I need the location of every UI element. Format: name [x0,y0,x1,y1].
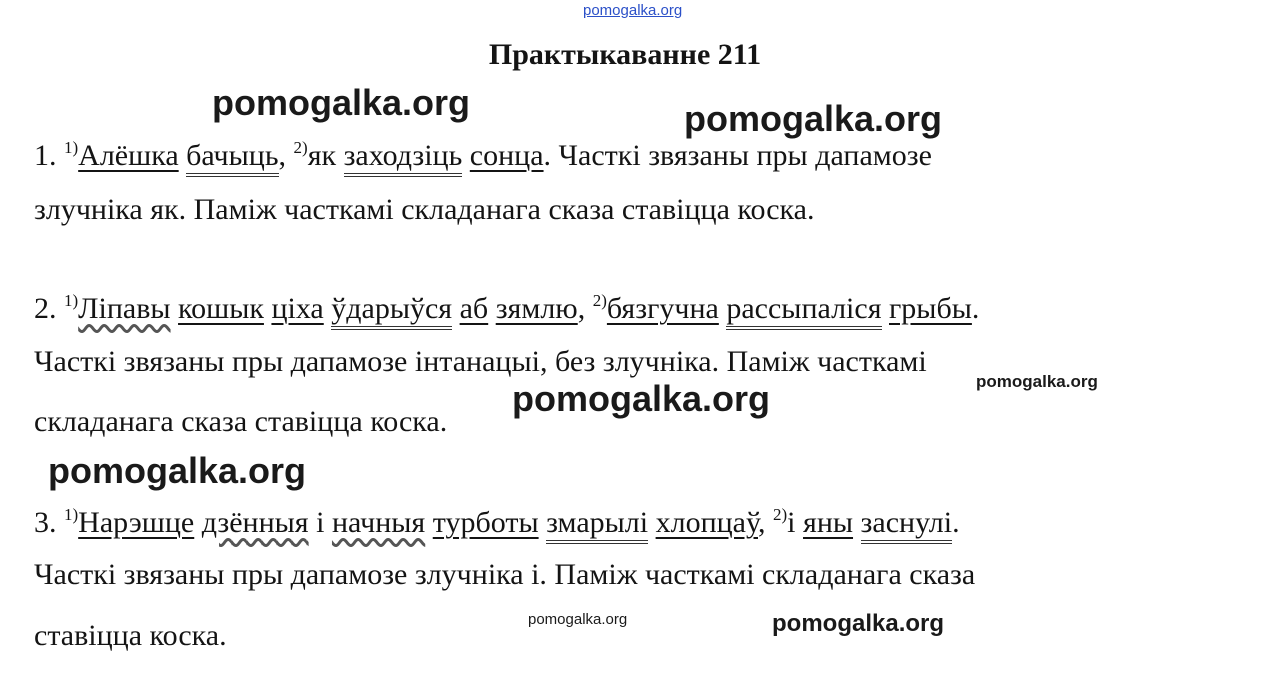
predicate-word: заснулі [861,506,953,544]
exercise-item-1-line-1: 1. $^{1)}$Алёшка бачыць, $^{2)}$як заходзіць сонца. Часткі звязаны пры дапамозе [34,130,932,174]
watermark: pomogalka.org [212,82,471,123]
predicate-word: заходзіць [344,139,463,177]
watermark: pomogalka.org [772,610,945,637]
exercise-item-3-line-2 [34,557,975,593]
clause-marker: 1) [64,505,79,524]
clause-marker: 1) [64,138,79,157]
watermark: pomogalka.org [528,611,628,628]
predicate-word: ўдарыўся [331,292,452,330]
exercise-item-2-line-3 [34,404,447,440]
subject-word: грыбы [889,292,972,325]
attribute-word: начныя [331,506,426,539]
clause-marker: 2) [592,291,607,310]
predicate-word: бачыць [186,139,278,177]
watermark: pomogalka.org [48,450,307,491]
clause-marker: 2) [293,138,308,157]
predicate-word: рассыпаліся [726,292,881,330]
item-number: 2. [34,292,57,325]
clause-marker: 1) [64,291,79,310]
predicate-word: змарылі [546,506,648,544]
exercise-item-1-line-2 [34,192,814,228]
watermark: pomogalka.org [976,372,1098,391]
explanation-text: ставіцца коска. [34,619,227,652]
exercise-item-2-line-1: 2. $^{1)}$Ліпавы кошык ціха ўдарыўся аб зямлю, $^{2)}$бязгучна рассыпаліся грыбы. [34,283,979,327]
conjunction-word: і [787,506,796,539]
adverbial-word: аб [459,292,489,325]
object-word: хлопцаў [655,506,758,539]
attribute-word: Ліпавы [78,292,171,325]
subject-word: сонца [469,139,544,172]
subject-word: кошык [178,292,264,325]
conjunction-word: і [316,506,325,539]
conjunction-word: як [307,139,337,172]
exercise-item-2-line-2 [34,344,927,380]
adverbial-word: зямлю [495,292,578,325]
explanation-text: Часткі звязаны пры дапамозе злучніка і. Паміж часткамі складанага сказа [34,558,976,591]
adverbial-word: ціха [271,292,324,325]
watermark-link-top[interactable]: pomogalka.org [583,2,683,19]
subject-word: яны [803,506,854,539]
item-number: 3. [34,506,57,539]
explanation-text: складанага сказа ставіцца коска. [34,405,448,438]
subject-word: турботы [432,506,539,539]
adverbial-word: бязгучна [606,292,719,325]
clause-marker: 2) [773,505,788,524]
exercise-item-3-line-1: 3. $^{1)}$Нарэшце дзённыя і начныя турботы змарылі хлопцаў, $^{2)}$і яны заснулі. [34,497,960,541]
adverbial-word: Нарэшце [78,506,195,539]
subject-word: Алёшка [78,139,179,172]
explanation-text: Часткі звязаны пры дапамозе інтанацыі, без злучніка. Паміж часткамі [34,345,927,378]
explanation-text: Часткі звязаны пры дапамозе [551,139,932,172]
watermark: pomogalka.org [512,378,771,419]
explanation-text: злучніка як. Паміж часткамі складанага сказа ставіцца коска. [34,193,815,226]
page-title: Практыкаванне 211 [488,38,762,71]
attribute-word: дзённыя [201,506,309,539]
exercise-item-3-line-3 [34,618,227,654]
watermark: pomogalka.org [684,98,943,139]
item-number: 1. [34,139,57,172]
